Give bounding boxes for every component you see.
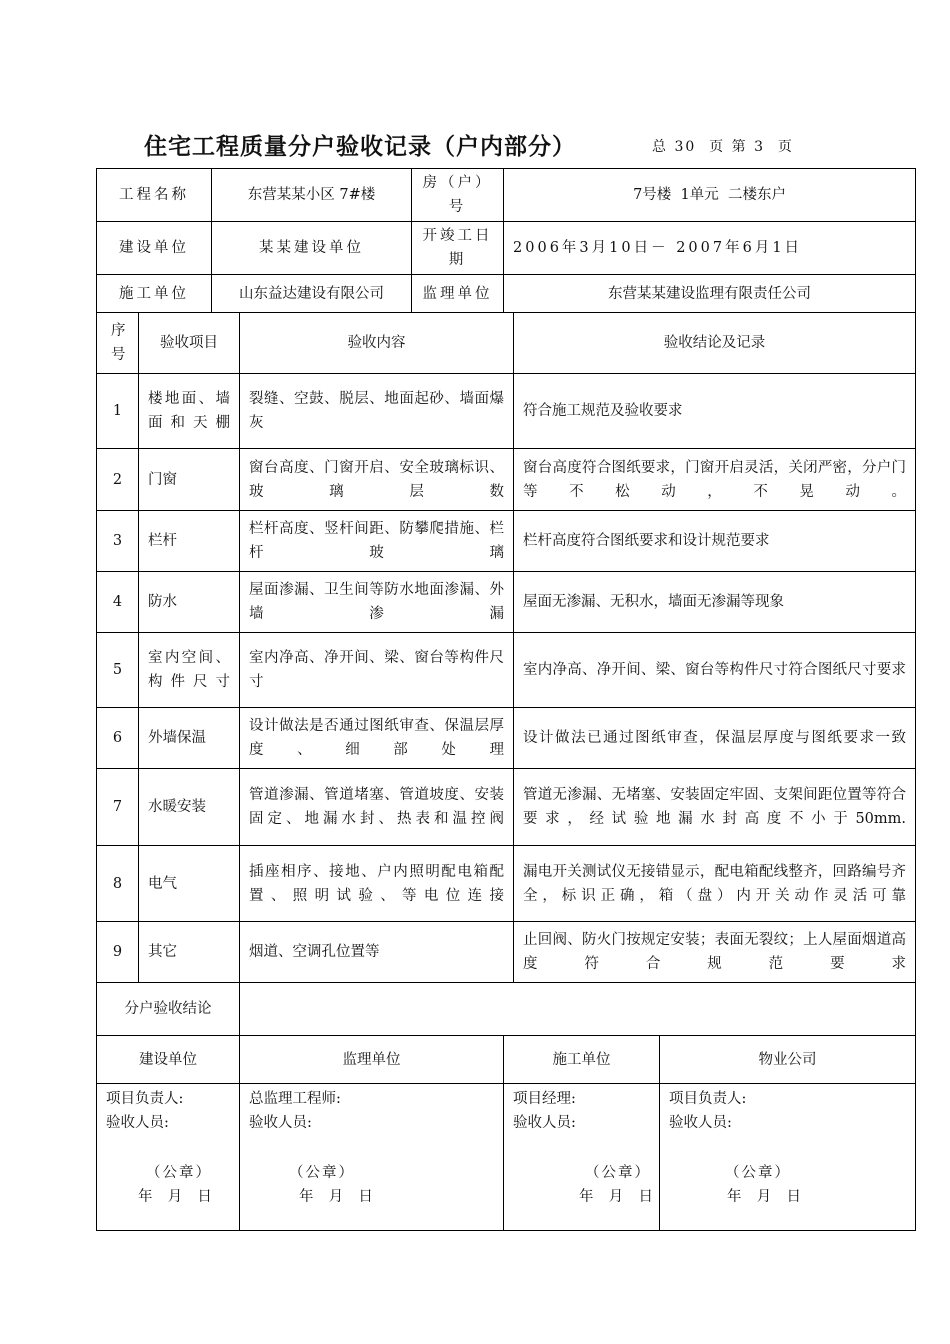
row-no: 3 xyxy=(97,511,139,572)
row-result: 设计做法已通过图纸审查，保温层厚度与图纸要求一致 xyxy=(514,708,916,769)
row-result: 窗台高度符合图纸要求，门窗开启灵活，关闭严密，分户门等不松动，不晃动。 xyxy=(514,449,916,511)
builder-label: 建设单位 xyxy=(97,222,212,275)
sig-block-supervisor xyxy=(240,1084,504,1231)
info-row-constructor xyxy=(97,275,916,313)
col-header-content: 验收内容 xyxy=(240,313,514,374)
conclusion-value xyxy=(240,983,916,1036)
sig-block-property xyxy=(660,1084,916,1231)
col-header-no: 序号 xyxy=(97,313,139,374)
row-no: 6 xyxy=(97,708,139,769)
seal-label: （公章） xyxy=(289,1165,355,1181)
info-row-builder xyxy=(97,222,916,275)
conclusion-label: 分户验收结论 xyxy=(97,983,240,1036)
seal-label: （公章） xyxy=(725,1165,792,1181)
signature-row xyxy=(97,1084,916,1231)
row-no: 9 xyxy=(97,922,139,983)
house-label: 房（户）号 xyxy=(412,169,504,222)
row-item: 栏杆 xyxy=(139,511,240,572)
row-no: 4 xyxy=(97,572,139,633)
row-no: 5 xyxy=(97,633,139,708)
row-item: 楼地面、墙面和天棚 xyxy=(139,374,240,449)
col-header-item: 验收项目 xyxy=(139,313,240,374)
row-content: 窗台高度、门窗开启、安全玻璃标识、玻璃层数 xyxy=(240,449,514,511)
sign-date: 年 月 日 xyxy=(579,1189,655,1205)
sig-line2: 验收人员: xyxy=(513,1115,576,1131)
row-result: 止回阀、防火门按规定安装；表面无裂纹；上人屋面烟道高度符合规范要求 xyxy=(514,922,916,983)
table-row xyxy=(97,922,916,983)
table-row xyxy=(97,572,916,633)
col-header-result: 验收结论及记录 xyxy=(514,313,916,374)
builder-value: 某某建设单位 xyxy=(212,222,412,275)
row-no: 1 xyxy=(97,374,139,449)
sig-block-constructor xyxy=(504,1084,660,1231)
project-name-value: 东营某某小区 7#楼 xyxy=(212,169,412,222)
sig-line1: 总监理工程师: xyxy=(249,1091,341,1107)
sig-unit-builder: 建设单位 xyxy=(97,1036,240,1084)
table-row xyxy=(97,374,916,449)
row-content: 插座相序、接地、户内照明配电箱配置、照明试验、等电位连接 xyxy=(240,846,514,922)
period-label: 开竣工日期 xyxy=(412,222,504,275)
row-item: 电气 xyxy=(139,846,240,922)
table-row xyxy=(97,449,916,511)
row-content: 室内净高、净开间、梁、窗台等构件尺寸 xyxy=(240,633,514,708)
house-value: 7号楼 1单元 二楼东户 xyxy=(504,169,916,222)
table-row xyxy=(97,511,916,572)
acceptance-form xyxy=(96,168,916,1231)
row-result: 漏电开关测试仪无接错显示，配电箱配线整齐，回路编号齐全，标识正确，箱（盘）内开关动作灵活可靠 xyxy=(514,846,916,922)
sign-date: 年 月 日 xyxy=(727,1189,803,1205)
row-content: 设计做法是否通过图纸审查、保温层厚度、细部处理 xyxy=(240,708,514,769)
project-name-label: 工程名称 xyxy=(97,169,212,222)
sig-unit-supervisor: 监理单位 xyxy=(240,1036,504,1084)
signature-unit-row xyxy=(97,1036,916,1084)
sig-line1: 项目负责人: xyxy=(669,1091,747,1107)
sig-unit-property: 物业公司 xyxy=(660,1036,916,1084)
seal-label: （公章） xyxy=(585,1165,652,1181)
row-no: 7 xyxy=(97,769,139,846)
row-no: 2 xyxy=(97,449,139,511)
sig-line2: 验收人员: xyxy=(249,1115,312,1131)
row-content: 屋面渗漏、卫生间等防水地面渗漏、外墙渗漏 xyxy=(240,572,514,633)
sign-date: 年 月 日 xyxy=(138,1189,214,1205)
row-content: 管道渗漏、管道堵塞、管道坡度、安装固定、地漏水封、热表和温控阀 xyxy=(240,769,514,846)
conclusion-row xyxy=(97,983,916,1036)
row-item: 水暖安装 xyxy=(139,769,240,846)
row-item: 外墙保温 xyxy=(139,708,240,769)
sig-unit-constructor: 施工单位 xyxy=(504,1036,660,1084)
row-content: 裂缝、空鼓、脱层、地面起砂、墙面爆灰 xyxy=(240,374,514,449)
info-row-project xyxy=(97,169,916,222)
sig-line1: 项目经理: xyxy=(513,1091,576,1107)
supervisor-label: 监理单位 xyxy=(412,275,504,313)
row-result: 屋面无渗漏、无积水，墙面无渗漏等现象 xyxy=(514,572,916,633)
sig-line1: 项目负责人: xyxy=(106,1091,184,1107)
period-value: 2006年3月10日－ 2007年6月1日 xyxy=(504,222,916,275)
row-content: 栏杆高度、竖杆间距、防攀爬措施、栏杆玻璃 xyxy=(240,511,514,572)
sign-date: 年 月 日 xyxy=(299,1189,375,1205)
table-row xyxy=(97,708,916,769)
row-item: 其它 xyxy=(139,922,240,983)
table-row xyxy=(97,769,916,846)
table-row xyxy=(97,633,916,708)
sig-line2: 验收人员: xyxy=(106,1115,169,1131)
row-no: 8 xyxy=(97,846,139,922)
constructor-value: 山东益达建设有限公司 xyxy=(212,275,412,313)
page-counter: 总 30 页 第 3 页 xyxy=(652,139,794,155)
sig-block-builder xyxy=(97,1084,240,1231)
sig-line2: 验收人员: xyxy=(669,1115,732,1131)
row-result: 符合施工规范及验收要求 xyxy=(514,374,916,449)
row-content: 烟道、空调孔位置等 xyxy=(240,922,514,983)
row-item: 防水 xyxy=(139,572,240,633)
supervisor-value: 东营某某建设监理有限责任公司 xyxy=(504,275,916,313)
row-item: 门窗 xyxy=(139,449,240,511)
table-row xyxy=(97,846,916,922)
title-row xyxy=(144,128,924,162)
constructor-label: 施工单位 xyxy=(97,275,212,313)
row-item: 室内空间、构件尺寸 xyxy=(139,633,240,708)
seal-label: （公章） xyxy=(146,1165,212,1181)
row-result: 管道无渗漏、无堵塞、安装固定牢固、支架间距位置等符合要求，经试验地漏水封高度不小于50mm. xyxy=(514,769,916,846)
row-result: 室内净高、净开间、梁、窗台等构件尺寸符合图纸尺寸要求 xyxy=(514,633,916,708)
row-result: 栏杆高度符合图纸要求和设计规范要求 xyxy=(514,511,916,572)
page-title: 住宅工程质量分户验收记录（户内部分） xyxy=(144,134,576,160)
column-header-row xyxy=(97,313,916,374)
